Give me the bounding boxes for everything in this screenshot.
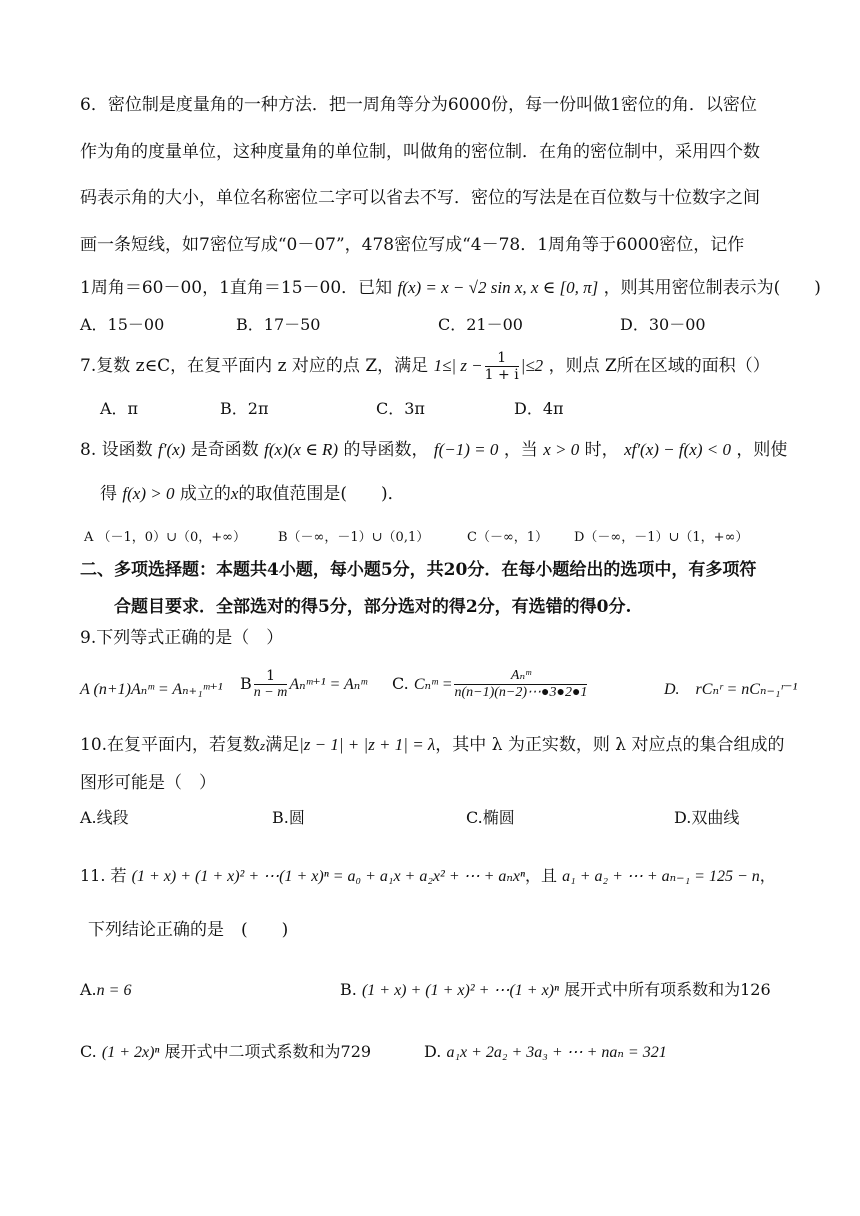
q9-option-b-label: B [240,674,252,693]
q9-stem: 9.下列等式正确的是（ ） [80,628,284,648]
q11-option-a-formula: n = 6 [96,982,132,999]
q8-option-a: A （－1，0）∪（0，+∞） [84,530,246,545]
q11-option-c-text: 展开式中二项式系数和为729 [164,1042,372,1061]
q11-option-a-label: A. [80,980,97,999]
q8-inequality: xf′(x) − f(x) < 0 [624,440,731,459]
q8-positive-condition: f(x) > 0 [122,484,175,503]
q8-text-e: 时， [584,440,619,460]
q8-option-d: D（－∞，－1）∪（1，+∞） [574,530,749,545]
q9-option-b [240,668,367,701]
q8-text-b: 是奇函数 [190,440,259,460]
q11-option-d [424,1040,667,1065]
q10-text-a: 10.在复平面内，若复数 [80,735,261,755]
q6-line5-tail: ，则其用密位制表示为( ) [603,278,821,298]
q8-line2-text-c: 的取值范围是( )． [238,484,405,504]
q8-derivative: f′(x) [158,440,186,459]
q11-coefficient-sum: a₁ + a₂ + ⋯ + aₙ₋₁ = 125 − n [562,868,760,885]
q7-condition-left: 1≤| z − [433,356,483,375]
q8-text-f: ，则使 [736,440,788,460]
q10-text-c: ，其中 λ 为正实数，则 λ 对应点的集合组成的 [435,735,785,755]
q11-option-c [80,1040,371,1065]
q11-line2: 下列结论正确的是 ( ) [88,920,289,940]
q8-condition-value: f(−1) = 0 [433,440,499,459]
q8-text-d: ，当 [503,440,538,460]
q10-option-d: D.双曲线 [674,808,740,827]
q6-line2: 作为角的度量单位，这种度量角的单位制，叫做角的密位制．在角的密位制中，采用四个数 [80,142,760,162]
q10-variable-z: z [260,738,266,753]
q11-option-b-formula: (1 + x) + (1 + x)² + ⋯(1 + x)ⁿ [361,982,560,999]
q10-line1 [80,733,784,758]
q8-option-c: C（－∞，1） [467,530,549,545]
q9-option-b-den: n − m [253,685,288,700]
section2-heading: 二、多项选择题：本题共4小题，每小题5分，共20分．在每小题给出的选项中，有多项符 [80,560,757,580]
q10-line2: 图形可能是（ ） [80,773,216,793]
q11-option-d-formula: a₁x + 2a₂ + 3a₃ + ⋯ + naₙ = 321 [446,1044,667,1061]
q6-line1: 6．密位制是度量角的一种方法．把一周角等分为6000份，每一份叫做1密位的角．以密位 [80,95,757,115]
q9-option-c-fraction [454,668,587,701]
q8-line2-text-b: 成立的 [179,484,231,504]
q10-option-c: C.椭圆 [466,808,515,827]
q11-option-b [340,978,771,1003]
q8-option-b: B（－∞，－1）∪（0,1） [278,530,430,545]
q11-option-a [80,978,131,1003]
q11-expansion: (1 + x) + (1 + x)² + ⋯(1 + x)ⁿ = a₀ + a₁x + a₂x² + ⋯ + aₙxⁿ [131,868,526,885]
q7-option-c: C．3π [376,399,425,418]
q8-text-c: 的导函数， [343,440,429,460]
q11-option-b-label: B. [340,980,357,999]
q10-option-b: B.圆 [272,808,305,827]
q8-x-positive: x > 0 [543,440,580,459]
q8-odd-function: f(x)(x ∈ R) [264,440,339,459]
q11-text-a: 11. 若 [80,866,127,885]
q6-line3: 码表示角的大小，单位名称密位二字可以省去不写．密位的写法是在百位数与十位数字之间 [80,188,760,208]
q10-condition: |z − 1| + |z + 1| = λ [299,735,436,754]
q7-fraction-den: 1 + i [484,367,519,383]
q6-function-formula: f(x) = x − √2 sin x, x ∈ [0, π] [397,278,599,297]
q9-option-c-label: C. [392,674,409,693]
q9-option-c-lhs: Cₙᵐ = [413,676,453,693]
q7-option-d: D．4π [514,399,564,418]
q8-line2 [100,482,405,506]
q10-text-b: 满足 [265,735,300,755]
q9-option-b-fraction [254,668,288,701]
q6-option-a: A．15－00 [80,315,165,334]
q11-option-c-label: C. [80,1042,97,1061]
q7-option-a: A．π [100,399,139,418]
q8-line1 [80,438,787,462]
q11-line1 [80,864,776,889]
q9-option-c-num: Aₙᵐ [454,668,587,685]
q7-stem-text: 7.复数 z∈C，在复平面内 z 对应的点 Z，满足 [80,356,429,376]
q7-stem [80,350,770,383]
q6-line4: 画一条短线，如7密位写成“0－07”，478密位写成“4－78．1周角等于6000密位，记作 [80,235,745,255]
q11-text-b: ，且 [525,866,558,885]
q6-line5 [80,276,821,300]
q11-option-c-formula: (1 + 2x)ⁿ [101,1044,160,1061]
q11-option-d-label: D. [424,1042,442,1061]
q9-option-c-den: n(n−1)(n−2)⋯●3●2●1 [454,685,588,700]
q8-line2-text-a: 得 [100,484,117,504]
q9-option-b-num: 1 [254,668,288,685]
q9-option-a: A (n+1)Aₙᵐ = Aₙ₊₁ᵐ⁺¹ [80,681,223,698]
q7-condition-right: |≤2 [520,356,544,375]
q7-stem-tail: ，则点 Z所在区域的面积（） [548,356,770,376]
q7-fraction-num: 1 [485,350,519,367]
section2-heading-line2: 合题目要求．全部选对的得5分，部分选对的得2分，有选错的得0分. [114,597,632,617]
q11-option-b-text: 展开式中所有项系数和为126 [564,980,771,999]
q10-option-a: A.线段 [80,808,129,827]
q8-text-a: 8. 设函数 [80,440,153,460]
q7-fraction [485,350,519,383]
q11-text-c: ， [759,866,776,885]
q7-option-b: B．2π [220,399,269,418]
q6-line5-text: 1周角＝60－00，1直角＝15－00．已知 [80,278,393,298]
q6-option-d: D．30－00 [620,315,706,334]
q9-option-d: D. rCₙʳ = nCₙ₋₁ʳ⁻¹ [664,681,798,698]
q6-option-c: C．21－00 [438,315,523,334]
q9-option-b-rest: Aₙᵐ⁺¹ = Aₙᵐ [289,676,367,693]
q6-option-b: B．17－50 [236,315,321,334]
q8-variable-x: x [230,484,239,503]
q9-option-c [392,668,589,701]
